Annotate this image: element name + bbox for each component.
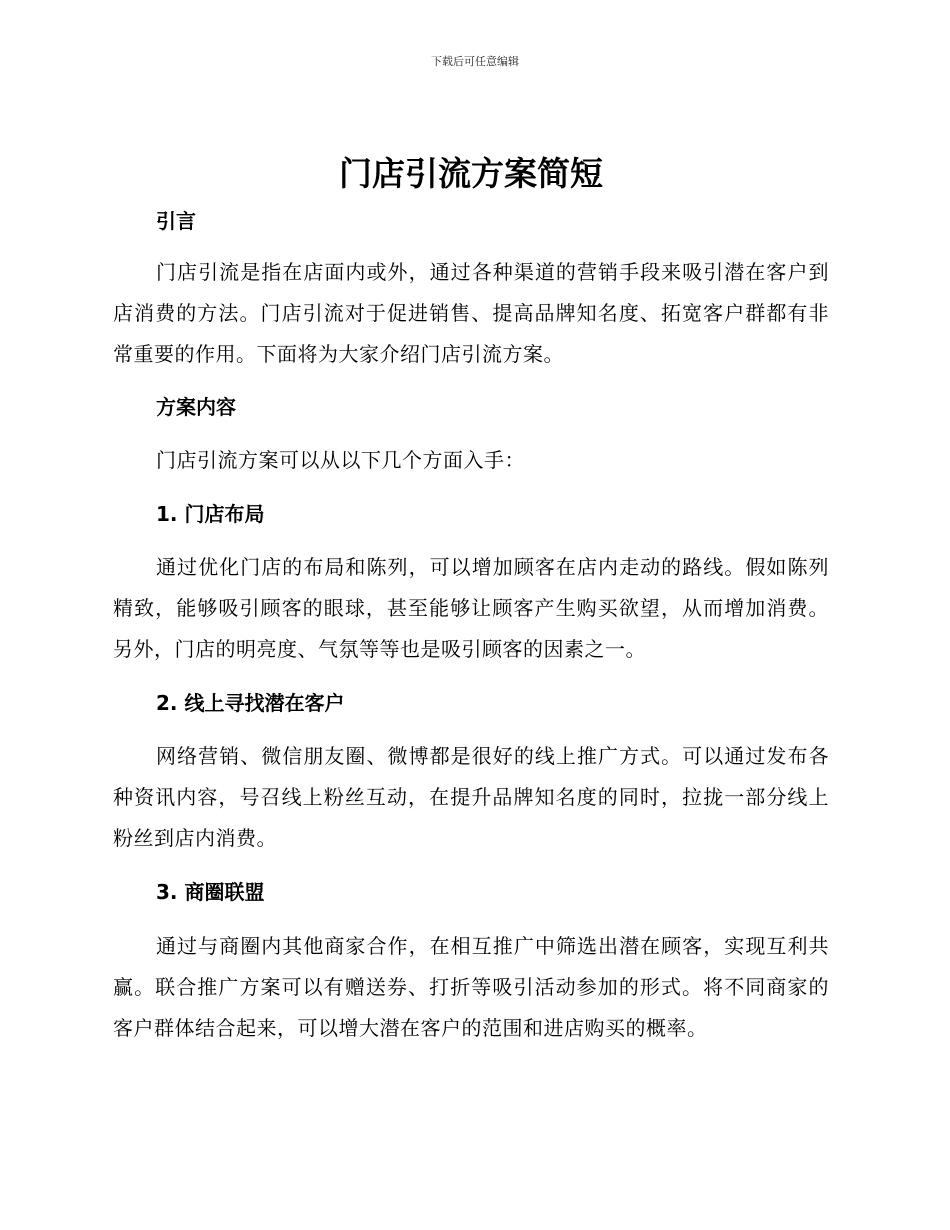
section-paragraph-content: 门店引流方案可以从以下几个方面入手：: [156, 448, 525, 472]
section-paragraph-online: 网络营销、微信朋友圈、微博都是很好的线上推广方式。可以通过发布各种资讯内容，号召线上粉丝互动，在提升品牌知名度的同时，拉拢一部分线上粉丝到店内消费。: [113, 744, 829, 850]
header-note: 下载后可任意编辑: [431, 55, 519, 68]
section-heading-online: 2. 线上寻找潜在客户: [156, 691, 345, 715]
section-heading-alliance: 3. 商圈联盟: [156, 880, 265, 904]
section-paragraph-alliance: 通过与商圈内其他商家合作，在相互推广中筛选出潜在顾客，实现互利共赢。联合推广方案可以有赠送券、打折等吸引活动参加的形式。将不同商家的客户群体结合起来，可以增大潜在客户的范围和进店购买的概率。: [113, 934, 829, 1040]
document-body: [113, 150, 829, 1049]
section-paragraph-store-layout: 通过优化门店的布局和陈列，可以增加顾客在店内走动的路线。假如陈列精致，能够吸引顾客的眼球，甚至能够让顾客产生购买欲望，从而增加消费。另外，门店的明亮度、气氛等等也是吸引顾客的因素之一。: [113, 555, 829, 661]
section-heading-store-layout: 1. 门店布局: [156, 502, 265, 526]
document-title: 门店引流方案简短: [339, 154, 603, 193]
section-paragraph-intro: 门店引流是指在店面内或外，通过各种渠道的营销手段来吸引潜在客户到店消费的方法。门店引流对于促进销售、提高品牌知名度、拓宽客户群都有非常重要的作用。下面将为大家介绍门店引流方案。: [113, 260, 829, 366]
section-heading-intro: 引言: [156, 209, 196, 233]
section-heading-content: 方案内容: [156, 395, 236, 419]
